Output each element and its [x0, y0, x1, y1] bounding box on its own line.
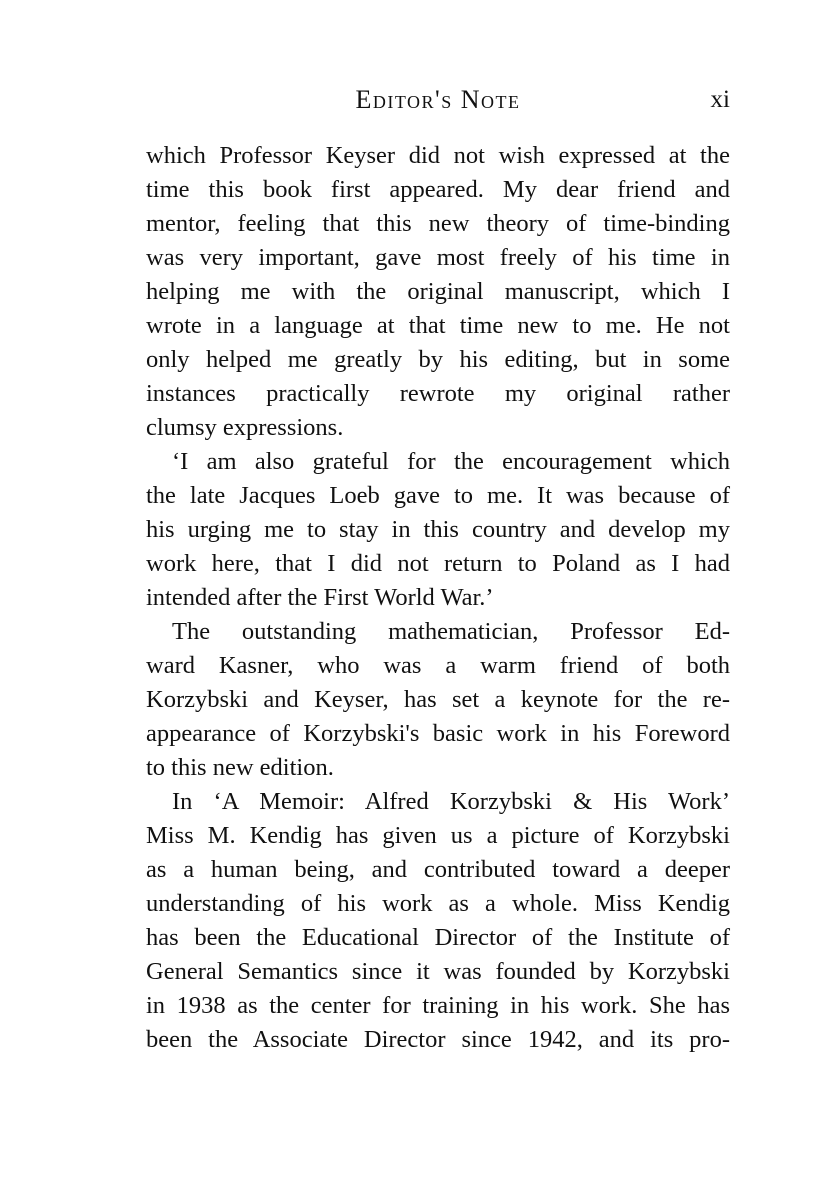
- text-line: work here, that I did not return to Poland as I had: [146, 550, 730, 577]
- text-line: in 1938 as the center for training in his work. She has: [146, 992, 730, 1019]
- text-line: has been the Educational Director of the Institute of: [146, 924, 730, 951]
- text-line: Miss M. Kendig has given us a picture of Korzybski: [146, 822, 730, 849]
- text-line: clumsy expressions.: [146, 414, 344, 441]
- text-line: to this new edition.: [146, 754, 334, 781]
- text-line: The outstanding mathematician, Professor Ed-: [172, 618, 730, 645]
- running-head: [146, 82, 730, 118]
- text-line: understanding of his work as a whole. Miss Kendig: [146, 890, 730, 917]
- text-line: his urging me to stay in this country and develop my: [146, 516, 730, 543]
- text-line: ward Kasner, who was a warm friend of both: [146, 652, 730, 679]
- text-line: which Professor Keyser did not wish expressed at the: [146, 142, 730, 169]
- page-number: xi: [710, 86, 730, 113]
- text-line: was very important, gave most freely of his time in: [146, 244, 730, 271]
- body-text: [146, 139, 730, 1057]
- text-line: helping me with the original manuscript, which I: [146, 278, 730, 305]
- text-line: ‘I am also grateful for the encouragement which: [172, 448, 730, 475]
- text-line: wrote in a language at that time new to me. He not: [146, 312, 730, 339]
- text-line: instances practically rewrote my original rather: [146, 380, 730, 407]
- text-line: Korzybski and Keyser, has set a keynote for the re-: [146, 686, 730, 713]
- text-line: as a human being, and contributed toward a deeper: [146, 856, 730, 883]
- text-line: only helped me greatly by his editing, but in some: [146, 346, 730, 373]
- text-line: been the Associate Director since 1942, and its pro-: [146, 1026, 730, 1053]
- text-line: General Semantics since it was founded by Korzybski: [146, 958, 730, 985]
- running-title: Editor's Note: [355, 85, 521, 114]
- text-line: intended after the First World War.’: [146, 584, 494, 611]
- text-line: appearance of Korzybski's basic work in his Foreword: [146, 720, 730, 747]
- text-line: time this book first appeared. My dear friend and: [146, 176, 730, 203]
- text-line: In ‘A Memoir: Alfred Korzybski & His Work’: [172, 788, 730, 815]
- text-line: mentor, feeling that this new theory of time-binding: [146, 210, 730, 237]
- text-line: the late Jacques Loeb gave to me. It was because of: [146, 482, 730, 509]
